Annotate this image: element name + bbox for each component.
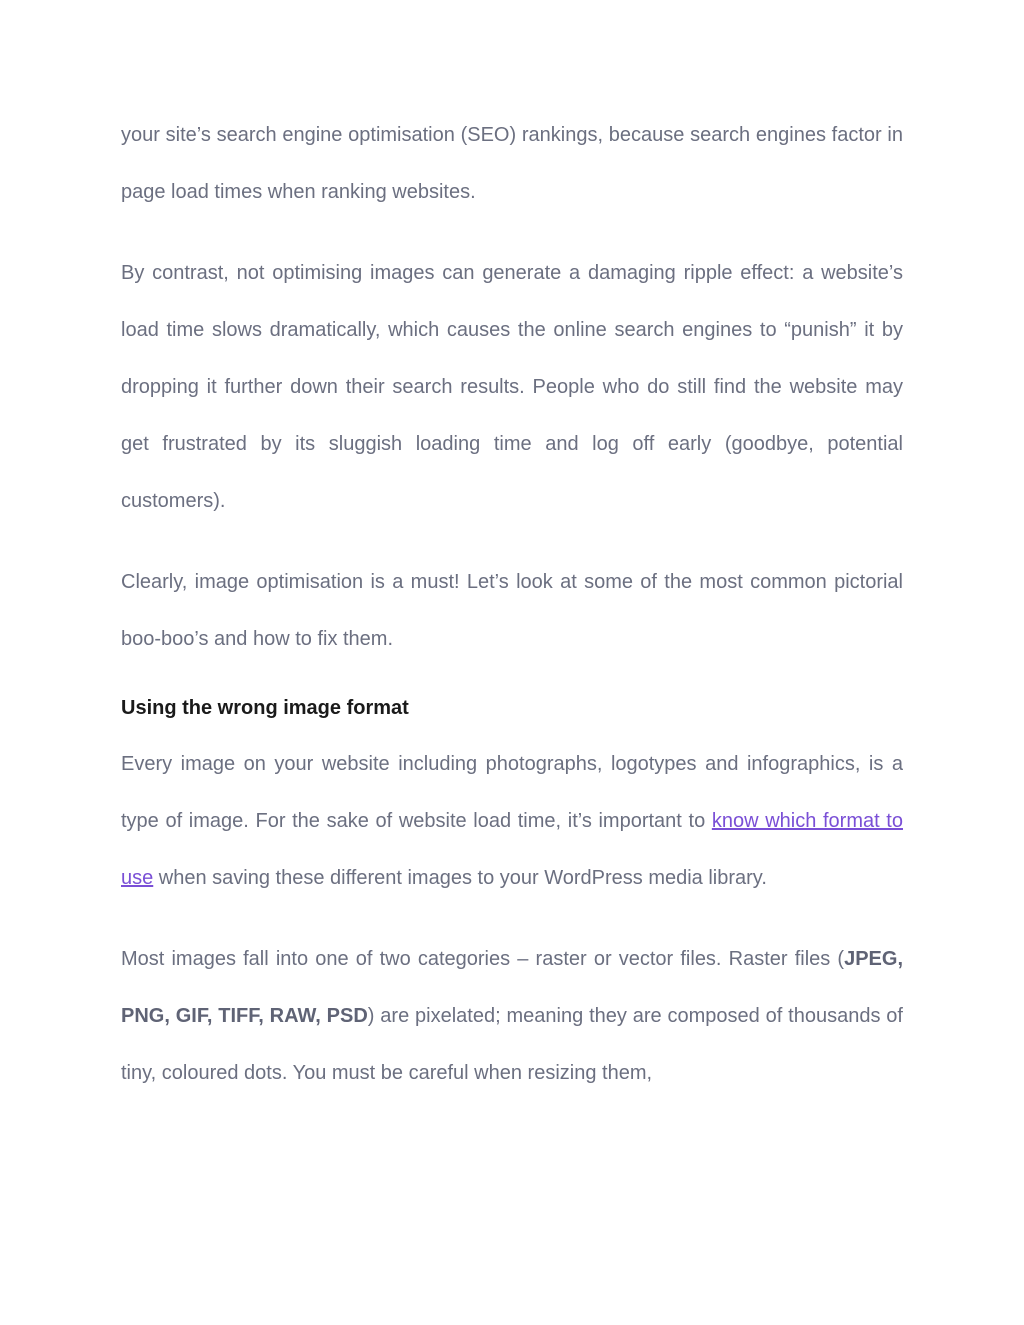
section-heading: Using the wrong image format [121, 697, 409, 719]
paragraph-seo-rankings: your site’s search engine optimisation (SEO) rankings, because search engines factor in page load times when ranking websites. [121, 124, 903, 203]
paragraph-text: ) are pixelated; meaning they are composed of thousands of tiny, coloured dots. You must be careful when resizing them, [121, 1005, 903, 1084]
paragraph-text: when saving these different images to your WordPress media library. [153, 867, 767, 889]
paragraph-optimisation-must: Clearly, image optimisation is a must! Let’s look at some of the most common pictorial boo-boo’s and how to fix them. [121, 571, 903, 650]
paragraph-text: Most images fall into one of two categories – raster or vector files. Raster files ( [121, 948, 845, 970]
know-which-format-link[interactable]: know which format to use [121, 810, 903, 889]
paragraph-image-format [121, 736, 903, 907]
paragraph-raster-vector [121, 931, 903, 1102]
document-page [121, 107, 903, 1102]
paragraph-text: Every image on your website including photographs, logotypes and infographics, is a type of image. For the sake of website load time, it’s important to [121, 753, 903, 832]
paragraph-ripple-effect: By contrast, not optimising images can generate a damaging ripple effect: a website’s load time slows dramatically, which causes the online search engines to “punish” it by dropping it further down their search results. People who do still find the website may get frustrated by its sluggish loading time and log off early (goodbye, potential customers). [121, 262, 903, 512]
raster-formats-list: JPEG, PNG, GIF, TIFF, RAW, PSD [121, 948, 903, 1027]
